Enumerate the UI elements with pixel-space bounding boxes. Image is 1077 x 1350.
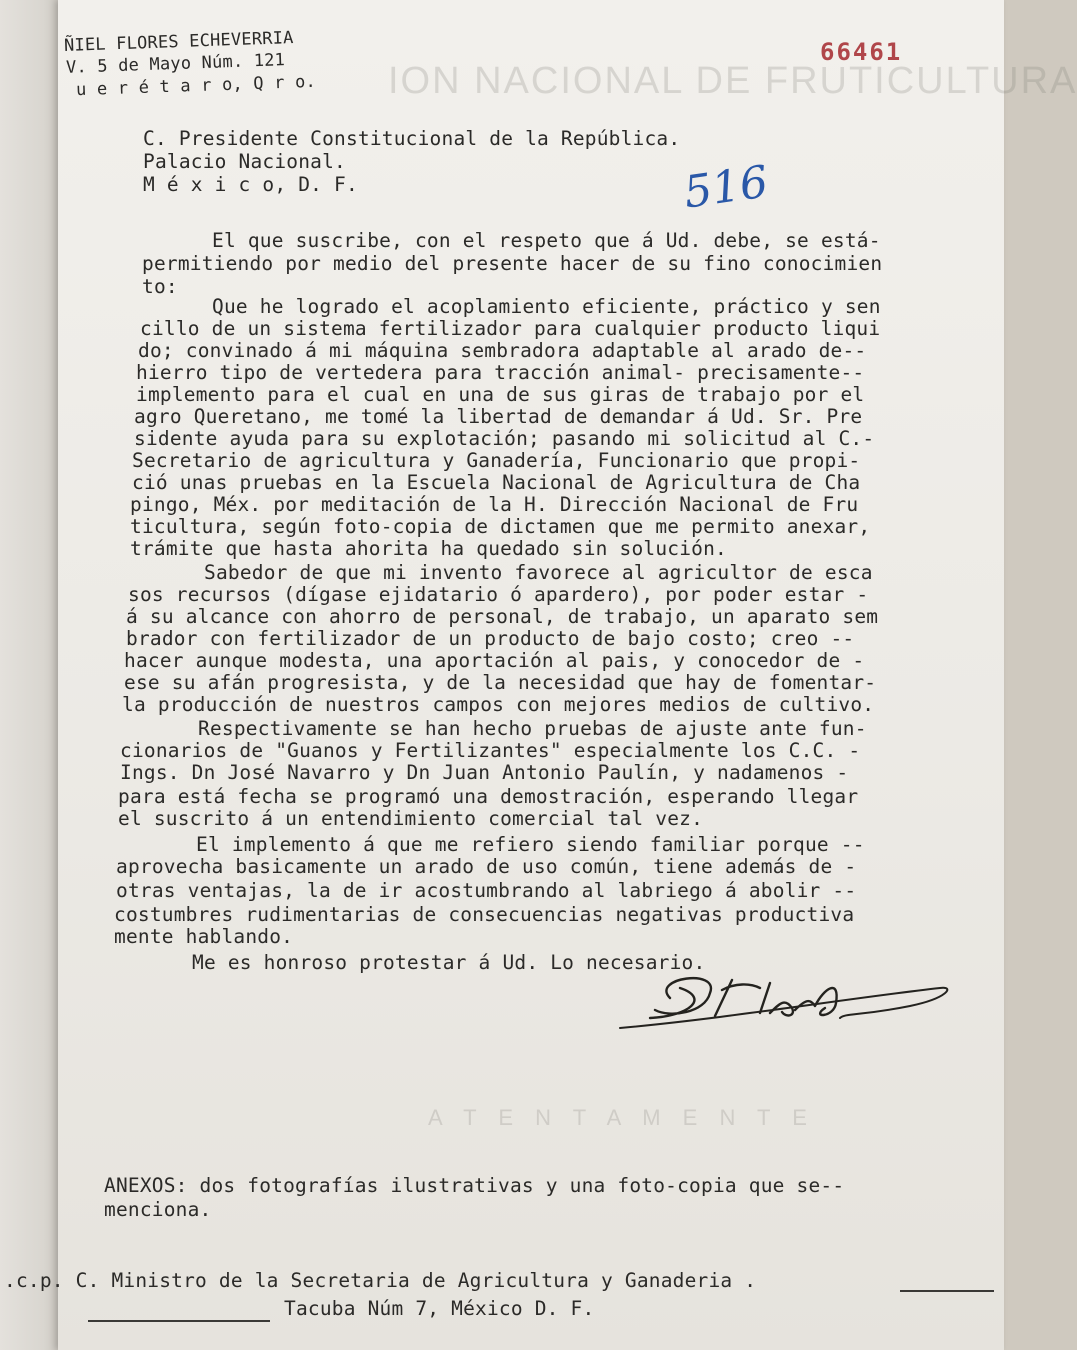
body-line: mente hablando. — [114, 925, 294, 948]
cc-underline-left — [88, 1320, 270, 1322]
body-line: ticultura, según foto-copia de dictamen que me permito anexar, — [130, 515, 871, 538]
bleed-through-footer: A T E N T A M E N T E — [428, 1105, 815, 1130]
body-line: Que he logrado el acoplamiento eficiente, práctico y sen — [212, 295, 881, 318]
body-line: El implemento á que me refiero siendo familiar porque -- — [196, 833, 865, 856]
sender-street: V. 5 de Mayo Núm. 121 — [65, 50, 286, 78]
document-number: 66461 — [820, 38, 903, 66]
body-line: El que suscribe, con el respeto que á Ud. debe, se está- — [212, 229, 881, 252]
sender-city: u e r é t a r o, Q r o. — [75, 71, 317, 101]
cc-line-2: Tacuba Núm 7, México D. F. — [284, 1297, 595, 1320]
body-line: hierro tipo de vertedera para tracción animal- precisamente-- — [136, 361, 865, 384]
annexes-line-2: menciona. — [104, 1198, 212, 1221]
body-line: sos recursos (dígase ejidatario ó apardero), por poder estar - — [128, 583, 869, 606]
body-line: implemento para el cual en una de sus giras de trabajo por el — [136, 383, 865, 406]
body-line: permitiendo por medio del presente hacer de su fino conocimien — [142, 252, 883, 275]
body-line: aprovecha basicamente un arado de uso común, tiene además de - — [116, 855, 857, 878]
body-line: cillo de un sistema fertilizador para cualquier producto liqui — [140, 317, 881, 340]
cc-underline-right — [900, 1290, 994, 1292]
body-line: ese su afán progresista, y de la necesidad que hay de fomentar- — [124, 671, 877, 694]
body-line: para está fecha se programó una demostración, esperando llegar — [118, 785, 859, 808]
handwritten-reference-number: 516 — [680, 156, 772, 219]
bleed-through-header: ION NACIONAL DE FRUTICULTURA — [388, 60, 1077, 102]
recipient-line-3: M é x i c o, D. F. — [143, 173, 358, 196]
annexes-line-1: ANEXOS: dos fotografías ilustrativas y una foto-copia que se-- — [104, 1174, 845, 1197]
body-line: Sabedor de que mi invento favorece al agricultor de esca — [204, 561, 873, 584]
body-line: el suscrito á un entendimiento comercial tal vez. — [118, 807, 704, 830]
recipient-line-2: Palacio Nacional. — [143, 150, 346, 173]
body-line: costumbres rudimentarias de consecuencias negativas productiva — [114, 903, 855, 926]
handwritten-signature — [610, 958, 960, 1048]
body-line: sidente ayuda para su explotación; pasando mi solicitud al C.- — [134, 427, 875, 450]
body-line: agro Queretano, me tomé la libertad de demandar á Ud. Sr. Pre — [134, 405, 863, 428]
sender-name: ÑIEL FLORES ECHEVERRIA — [63, 28, 294, 56]
body-line: Ings. Dn José Navarro y Dn Juan Antonio Paulín, y nadamenos - — [120, 761, 849, 784]
body-line: ció unas pruebas en la Escuela Nacional de Agricultura de Cha — [132, 471, 861, 494]
body-line: do; convinado á mi máquina sembradora adaptable al arado de-- — [138, 339, 867, 362]
cc-line-1: .c.p. C. Ministro de la Secretaria de Agricultura y Ganaderia . — [4, 1269, 757, 1292]
body-line: trámite que hasta ahorita ha quedado sin solución. — [130, 537, 727, 560]
body-line: brador con fertilizador de un producto de bajo costo; creo -- — [126, 627, 855, 650]
body-line: pingo, Méx. por meditación de la H. Dirección Nacional de Fru — [130, 493, 859, 516]
body-line: to: — [142, 275, 178, 298]
body-line: á su alcance con ahorro de personal, de trabajo, un aparato sem — [126, 605, 879, 628]
body-line: Secretario de agricultura y Ganadería, Funcionario que propi- — [132, 449, 861, 472]
recipient-line-1: C. Presidente Constitucional de la República. — [143, 127, 681, 150]
closing-line: Me es honroso protestar á Ud. Lo necesario. — [192, 951, 706, 974]
body-line: cionarios de "Guanos y Fertilizantes" especialmente los C.C. - — [120, 739, 861, 762]
body-line: hacer aunque modesta, una aportación al pais, y conocedor de - — [124, 649, 865, 672]
body-line: otras ventajas, la de ir acostumbrando al labriego á abolir -- — [116, 879, 857, 902]
body-line: la producción de nuestros campos con mejores medios de cultivo. — [122, 693, 875, 716]
body-line: Respectivamente se han hecho pruebas de ajuste ante fun- — [198, 717, 867, 740]
